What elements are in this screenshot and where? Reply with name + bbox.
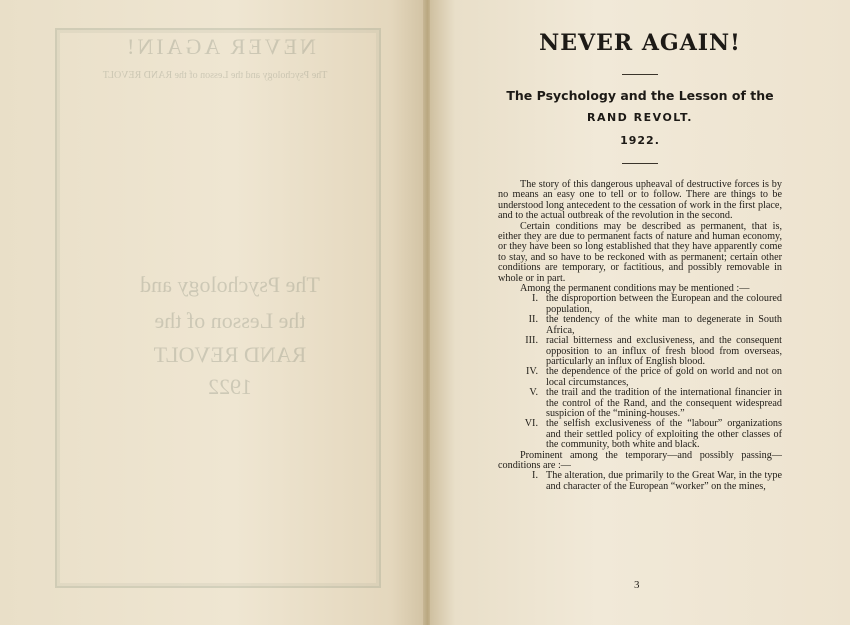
list-text: the trail and the tradition of the international financier in the control of the Rand, and the consequent widespread suspicion of the “mining-houses.” bbox=[546, 387, 782, 419]
subtitle-rule bbox=[622, 163, 658, 164]
bleed-through-subtitle: The Psychology and the Lesson of the RAND REVOLT bbox=[102, 70, 328, 81]
bleed-through-line: RAND REVOLT bbox=[153, 342, 307, 367]
page-title: NEVER AGAIN! bbox=[539, 30, 741, 56]
list-number: VI. bbox=[524, 418, 538, 430]
subtitle-line-1: The Psychology and the Lesson of the bbox=[506, 88, 774, 103]
list-text: The alteration, due primarily to the Great War, in the type and character of the European “worker” on the mines, bbox=[546, 470, 782, 492]
bleed-through-line: 1922 bbox=[208, 374, 252, 399]
subtitle-year: 1922. bbox=[620, 134, 660, 147]
list-text: racial bitterness and exclusiveness, and the consequent opposition to an influx of fresh blood from overseas, particularly an influx of English blood. bbox=[546, 335, 782, 367]
list-text: the dependence of the price of gold on world and not on local circumstances, bbox=[546, 366, 782, 388]
list-item bbox=[498, 471, 782, 492]
list-item bbox=[498, 336, 782, 367]
list-text: the selfish exclusiveness of the “labour” organizations and their settled policy of exploiting the other classes of the community, both white and black. bbox=[546, 418, 782, 451]
list-number: V. bbox=[529, 387, 538, 399]
list-number: II. bbox=[528, 314, 538, 326]
bleed-through-line: The Psychology and bbox=[140, 272, 320, 297]
title-rule bbox=[622, 74, 658, 75]
bleed-through-line: the Lesson of the bbox=[154, 308, 306, 333]
list-text: the tendency of the white man to degenerate in South Africa, bbox=[546, 314, 782, 336]
list-item bbox=[498, 315, 782, 336]
temporary-conditions-list bbox=[498, 471, 782, 492]
list-item bbox=[498, 294, 782, 315]
list-number: III. bbox=[525, 335, 538, 347]
list-number: I. bbox=[532, 293, 538, 305]
paragraph: Certain conditions may be described as permanent, that is, either they are due to permanent facts of nature and human economy, or they have been so long established that they have apparently come to stay, and so have to be reckoned with as permanent; certain other conditions are temporary, or factitious, and possibly removable in whole or in part. bbox=[498, 220, 782, 284]
permanent-conditions-list bbox=[498, 294, 782, 450]
list-item bbox=[498, 419, 782, 450]
list-number: I. bbox=[532, 470, 538, 482]
list-number: IV. bbox=[526, 366, 538, 378]
list-item bbox=[498, 367, 782, 388]
list-text: the disproportion between the European and the coloured population, bbox=[546, 293, 782, 315]
body-text bbox=[498, 180, 782, 492]
bleed-through-title: NEVER AGAIN! bbox=[124, 34, 316, 59]
paragraph: Among the permanent conditions may be mentioned :— bbox=[520, 283, 750, 295]
page-number: 3 bbox=[634, 579, 640, 591]
list-item bbox=[498, 388, 782, 419]
paragraph: Prominent among the temporary—and possibly passing—conditions are :— bbox=[498, 449, 782, 471]
paragraph: The story of this dangerous upheaval of destructive forces is by no means an easy one to tell or to follow. There are things to be understood long antecedent to the cessation of work in the first place, and to the actual outbreak of the revolution in the second. bbox=[498, 179, 782, 222]
subtitle-line-2: RAND REVOLT. bbox=[586, 111, 693, 124]
